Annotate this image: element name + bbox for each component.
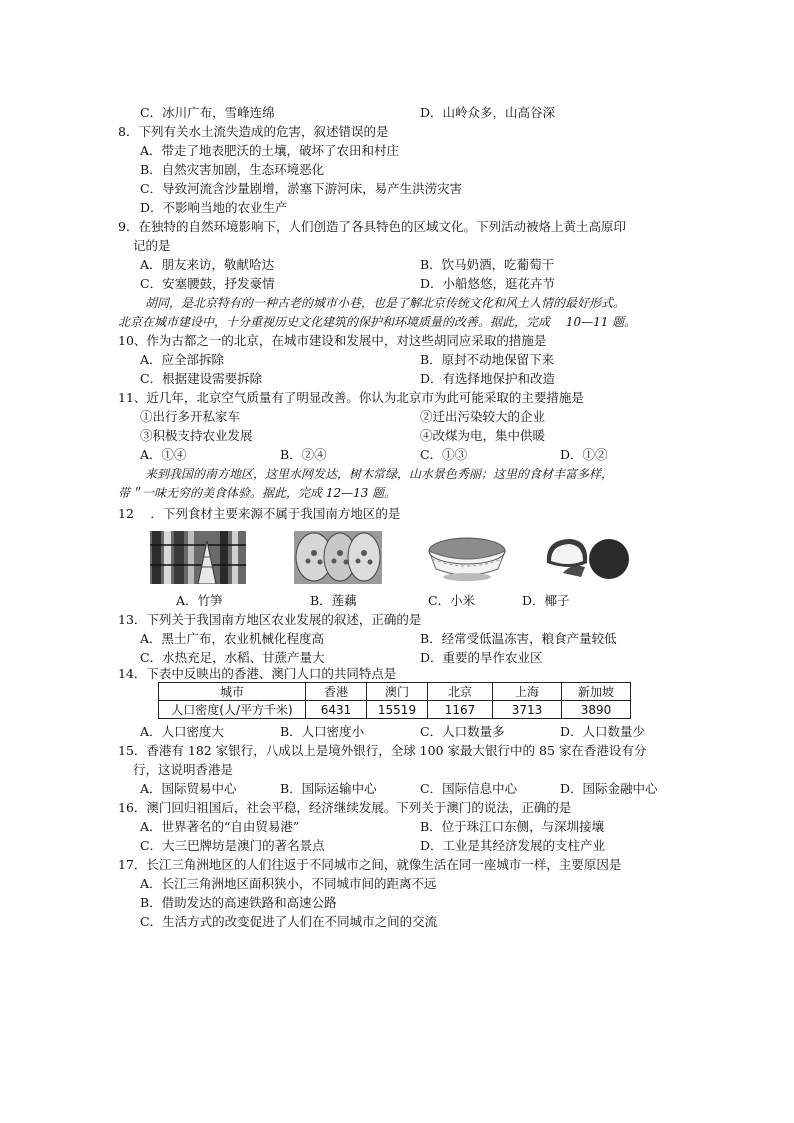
table-cell: 1167 — [428, 701, 493, 719]
q9-option-d: D．小船悠悠，逛花卉节 — [420, 276, 556, 291]
passage-2-line-2: 带＂一味无穷的美食体验。据此，完成 12—13 题。 — [118, 486, 397, 500]
q12-option-a: A．竹笋 — [176, 593, 223, 608]
table-header-cell: 北京 — [428, 683, 493, 701]
lotus-root-illustration — [294, 531, 382, 584]
q7-option-c: C．冰川广布，雪峰连绵 — [140, 105, 275, 120]
table-header-cell: 新加坡 — [562, 683, 631, 701]
q9-stem: 9．在独特的自然环境影响下，人们创造了各具特色的区域文化。下列活动被烙上黄土高原印 — [118, 219, 626, 234]
q11-option-a: A．①④ — [140, 447, 187, 462]
passage-1-line-2: 北京在城市建设中，十分重视历史文化建筑的保护和环境质量的改善。据此，完成 10—11 题。 — [118, 315, 637, 329]
bamboo-shoot-image — [150, 531, 246, 584]
q13-option-b: B．经常受低温冻害，粮食产量较低 — [420, 631, 617, 646]
q17-option-b: B．借助发达的高速铁路和高速公路 — [140, 895, 337, 910]
q11-option-d: D．①② — [560, 447, 608, 462]
table-cell: 15519 — [367, 701, 428, 719]
q13-stem: 13．下列关于我国南方地区农业发展的叙述，正确的是 — [118, 612, 422, 627]
q14-stem: 14．下表中反映出的香港、澳门人口的共同特点是 — [118, 666, 397, 681]
q16-option-b: B．位于珠江口东侧，与深圳接壤 — [420, 819, 605, 834]
q17-option-c: C．生活方式的改变促进了人们在不同城市之间的交流 — [140, 914, 438, 929]
table-cell: 3890 — [562, 701, 631, 719]
q11-item-4: ④改煤为电，集中供暖 — [420, 428, 546, 443]
q8-option-a: A．带走了地表肥沃的土壤，破坏了农田和村庄 — [140, 143, 400, 158]
table-header-cell: 上海 — [493, 683, 562, 701]
q14-option-b: B．人口密度小 — [280, 724, 365, 739]
q14-option-d: D．人口数量少 — [560, 724, 646, 739]
table-header-cell: 澳门 — [367, 683, 428, 701]
coconut-illustration — [541, 533, 633, 581]
lotus-root-image — [294, 531, 382, 584]
q15-option-a: A．国际贸易中心 — [140, 781, 237, 796]
q8-option-b: B．自然灾害加剧，生态环境恶化 — [140, 162, 325, 177]
bamboo-shoot-illustration — [150, 531, 246, 584]
q11-item-3: ③积极支持农业发展 — [140, 428, 253, 443]
table-cell: 3713 — [493, 701, 562, 719]
q8-stem: 8．下列有关水土流失造成的危害，叙述错误的是 — [118, 124, 389, 139]
population-density-table — [158, 682, 631, 719]
q9-option-a: A．朋友来访，敬献哈达 — [140, 257, 275, 272]
q15-stem: 15．香港有 182 家银行，八成以上是境外银行，全球 100 家最大银行中的 85 家在香港设有分 — [118, 743, 647, 758]
q11-option-c: C．①③ — [420, 447, 468, 462]
q14-option-c: C．人口数量多 — [420, 724, 505, 739]
q13-option-a: A．黑土广布，农业机械化程度高 — [140, 631, 325, 646]
coconut-image — [541, 533, 633, 581]
q8-option-c: C．导致河流含沙量剧增，淤塞下游河床，易产生洪涝灾害 — [140, 181, 463, 196]
q15-option-b: B．国际运输中心 — [280, 781, 377, 796]
q11-option-b: B．②④ — [280, 447, 327, 462]
q15-option-c: C．国际信息中心 — [420, 781, 518, 796]
table-row — [159, 701, 631, 719]
q10-option-d: D．有选择地保护和改造 — [420, 371, 556, 386]
millet-bowl-illustration — [418, 531, 516, 584]
q17-stem: 17．长江三角洲地区的人们往返于不同城市之间，就像生活在同一座城市一样，主要原因是 — [118, 857, 622, 872]
q10-option-a: A．应全部拆除 — [140, 352, 225, 367]
q9-stem-cont: 记的是 — [133, 238, 171, 253]
q12-option-d: D．椰子 — [522, 593, 570, 608]
q13-option-d: D．重要的旱作农业区 — [420, 650, 543, 665]
q15-stem-cont: 行，这说明香港是 — [133, 762, 234, 777]
q12-option-c: C．小米 — [428, 593, 476, 608]
q10-option-b: B．原封不动地保留下来 — [420, 352, 555, 367]
q17-option-a: A．长江三角洲地区面积狭小，不同城市间的距离不远 — [140, 876, 437, 891]
q16-option-a: A．世界著名的“自由贸易港” — [140, 819, 300, 834]
q16-stem: 16．澳门回归祖国后，社会平稳，经济继续发展。下列关于澳门的说法，正确的是 — [118, 800, 572, 815]
q7-option-d: D．山岭众多，山高谷深 — [420, 105, 556, 120]
passage-1-line-1: 胡同，是北京特有的一种古老的城市小巷，也是了解北京传统文化和风土人情的最好形式。 — [145, 296, 626, 310]
q9-option-b: B．饮马奶酒，吃葡萄干 — [420, 257, 555, 272]
q16-option-d: D．工业是其经济发展的支柱产业 — [420, 838, 606, 853]
q16-option-c: C．大三巴牌坊是澳门的著名景点 — [140, 838, 325, 853]
q12-option-b: B．莲藕 — [310, 593, 357, 608]
millet-bowl-image — [418, 531, 516, 584]
table-header-cell: 香港 — [306, 683, 367, 701]
table-row-label: 人口密度(人/平方千米) — [159, 701, 306, 719]
passage-2-line-1: 来到我国的南方地区，这里水网发达，树木常绿，山水景色秀丽；这里的食材丰富多样， — [145, 467, 614, 481]
table-header-cell: 城市 — [159, 683, 306, 701]
q11-item-2: ②迁出污染较大的企业 — [420, 409, 546, 424]
q11-item-1: ①出行多开私家车 — [140, 409, 241, 424]
q13-option-c: C．水热充足，水稻、甘蔗产量大 — [140, 650, 325, 665]
q10-option-c: C．根据建设需要拆除 — [140, 371, 263, 386]
q15-option-d: D．国际金融中心 — [560, 781, 658, 796]
q12-stem: 12 ．下列食材主要来源不属于我国南方地区的是 — [118, 506, 401, 521]
q14-option-a: A．人口密度大 — [140, 724, 225, 739]
q8-option-d: D．不影响当地的农业生产 — [140, 200, 288, 215]
q10-stem: 10、作为古都之一的北京，在城市建设和发展中，对这些胡同应采取的措施是 — [118, 333, 547, 348]
q11-stem: 11、近几年，北京空气质量有了明显改善。你认为北京市为此可能采取的主要措施是 — [118, 390, 584, 405]
table-cell: 6431 — [306, 701, 367, 719]
table-header-row — [159, 683, 631, 701]
q9-option-c: C．安塞腰鼓，抒发豪情 — [140, 276, 275, 291]
